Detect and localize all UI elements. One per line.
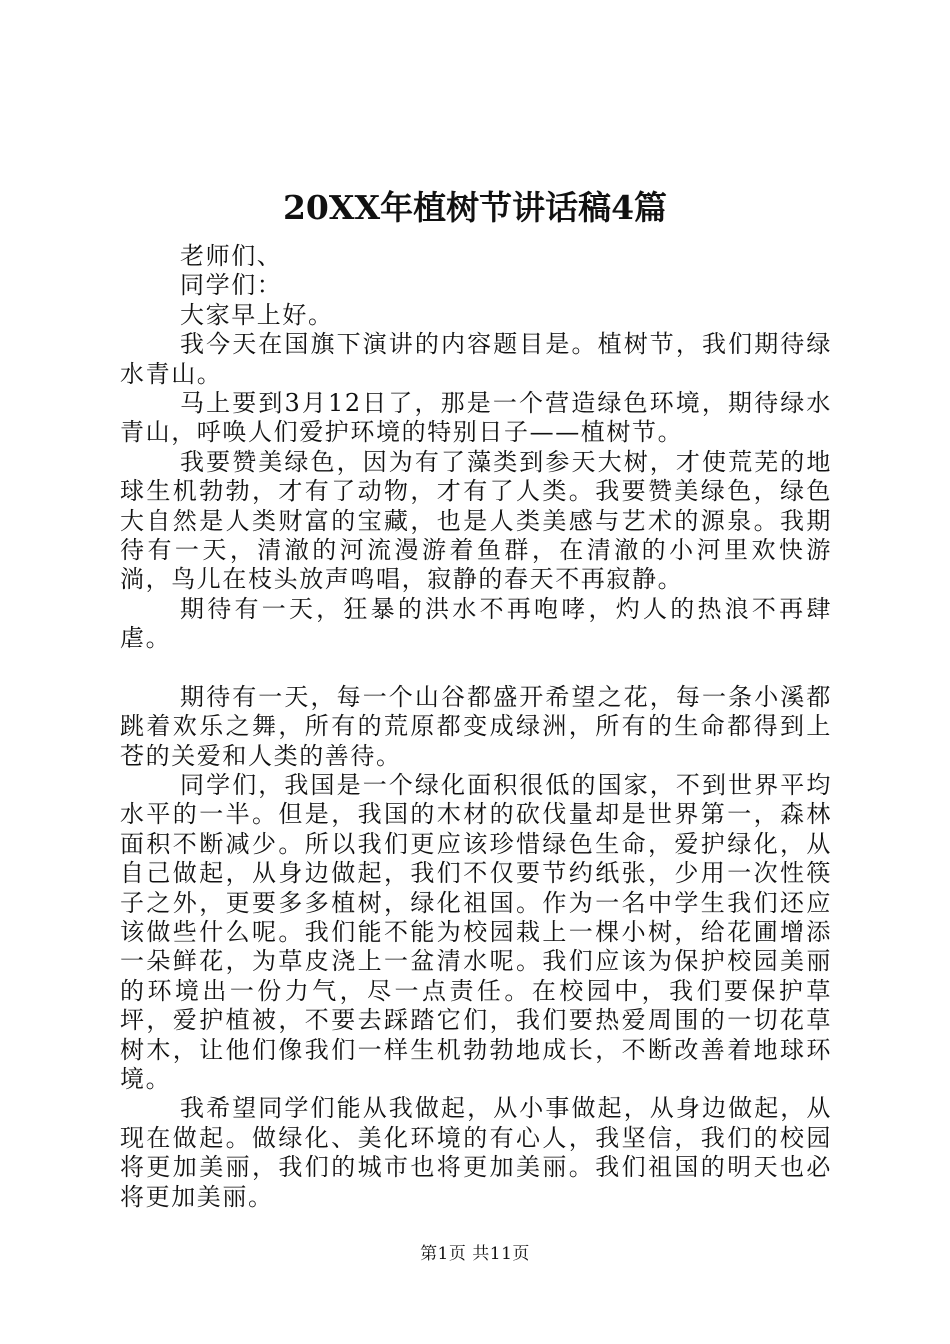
paragraph-salutation-teachers: 老师们、 bbox=[180, 242, 283, 270]
paragraph-hope-floods: 期待有一天，狂暴的洪水不再咆哮，灼人的热浪不再肆虐。 bbox=[120, 594, 832, 653]
paragraph-salutation-students: 同学们： bbox=[180, 271, 283, 300]
paragraph-conclusion: 我希望同学们能从我做起，从小事做起，从身边做起，从现在做起。做绿化、美化环境的有心人，我坚信，我们的校园将更加美丽，我们的城市也将更加美丽。我们祖国的明天也必将更加美丽。 bbox=[120, 1094, 832, 1211]
paragraph-topic: 我今天在国旗下演讲的内容题目是。植树节，我们期待绿水青山。 bbox=[120, 330, 832, 388]
document-title: 20XX年植树节讲话稿4篇 bbox=[282, 188, 668, 227]
paragraph-classmates: 同学们，我国是一个绿化面积很低的国家，不到世界平均水平的一半。但是，我国的木材的砍伐量却是世界第一，森林面积不断减少。所以我们更应该珍惜绿色生命，爱护绿化，从自己做起，从身边做起，我们不仅要节约纸张，少用一次性筷子之外，更要多多植树，绿化祖国。作为一名中学生我们还应该做些什么呢。我们能不能为校园栽上一棵小树，给花圃增添一朵鲜花，为草皮浇上一盆清水呢。我们应该为保护校园美丽的环境出一份力气，尽一点责任。在校园中，我们要保护草坪，爱护植被，不要去踩踏它们，我们要热爱周围的一切花草树木，让他们像我们一样生机勃勃地成长，不断改善着地球环境。 bbox=[120, 770, 832, 1093]
paragraph-greeting: 大家早上好。 bbox=[180, 300, 334, 329]
paragraph-arbor-day: 马上要到3月12日了，那是一个营造绿色环境，期待绿水青山，呼唤人们爱护环境的特别日子——植树节。 bbox=[120, 389, 832, 447]
paragraph-hope-valleys: 期待有一天，每一个山谷都盛开希望之花，每一条小溪都跳着欢乐之舞，所有的荒原都变成绿洲，所有的生命都得到上苍的关爱和人类的善待。 bbox=[120, 682, 832, 770]
page-number-footer: 第1页 共11页 bbox=[420, 1244, 530, 1264]
paragraph-praise-green: 我要赞美绿色，因为有了藻类到参天大树，才使荒芜的地球生机勃勃，才有了动物，才有了人类。我要赞美绿色，绿色大自然是人类财富的宝藏，也是人类美感与艺术的源泉。我期待有一天，清澈的河流漫游着鱼群，在清澈的小河里欢快游淌，鸟儿在枝头放声鸣唱，寂静的春天不再寂静。 bbox=[120, 447, 832, 594]
document-body bbox=[120, 242, 832, 1212]
